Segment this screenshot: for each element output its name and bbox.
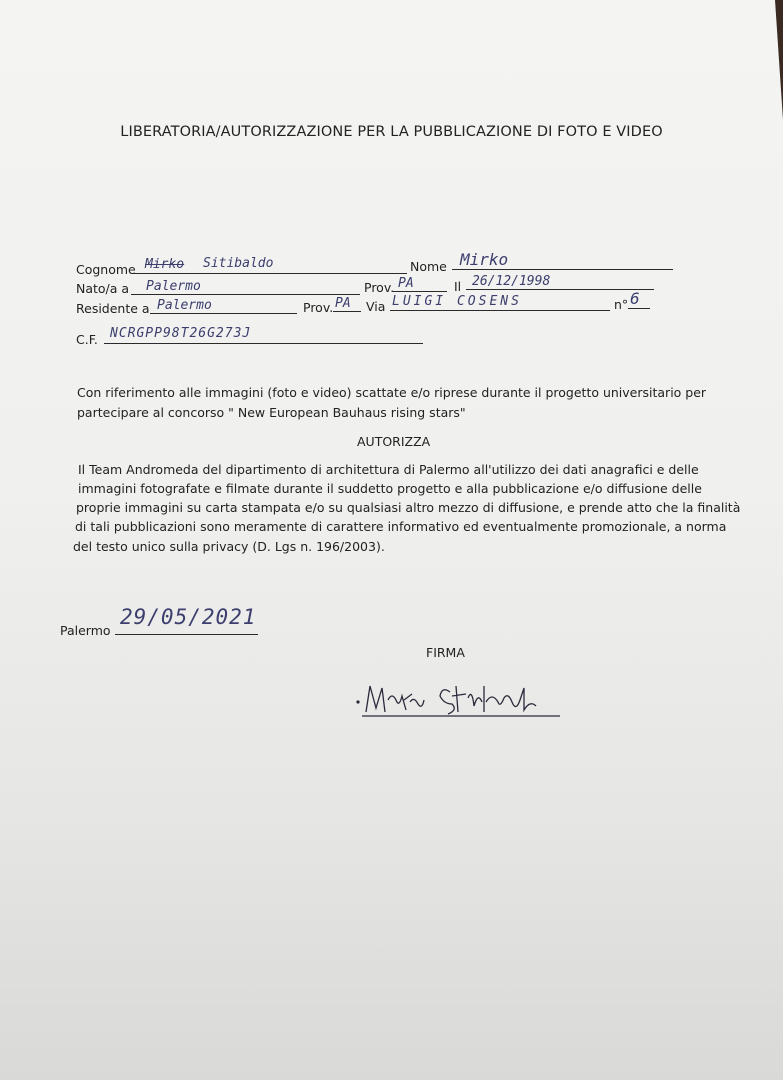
numero-value: 6	[630, 289, 640, 308]
body-line-4: di tali pubblicazioni sono meramente di carattere informativo ed eventualmente promozionale, a norma	[75, 519, 727, 534]
body-line-3: proprie immagini su carta stampata e/o su qualsiasi altro mezzo di diffusione, e prende atto che la finalità	[76, 500, 741, 515]
cf-line	[104, 343, 423, 344]
prov-nascita-label: Prov.	[364, 280, 395, 295]
nato-line	[131, 294, 360, 295]
cf-label: C.F.	[76, 332, 98, 347]
data-nascita-value: 26/12/1998	[472, 274, 551, 289]
prov-residenza-value: PA	[335, 296, 351, 311]
cognome-struck-value: Mirko	[145, 257, 185, 272]
body-line-5: del testo unico sulla privacy (D. Lgs n. 196/2003).	[73, 539, 385, 554]
firma-label: FIRMA	[426, 645, 465, 660]
residente-line	[150, 313, 297, 314]
prov-residenza-label: Prov.	[303, 300, 334, 315]
via-line	[390, 310, 610, 311]
handwritten-signature	[352, 678, 567, 728]
residente-value: Palermo	[157, 298, 212, 313]
via-label: Via	[366, 299, 386, 314]
document-title: LIBERATORIA/AUTORIZZAZIONE PER LA PUBBLICAZIONE DI FOTO E VIDEO	[120, 124, 663, 140]
nome-line	[452, 269, 673, 270]
date-line	[115, 634, 258, 635]
numero-line	[628, 308, 650, 309]
table-background-corner	[775, 0, 783, 120]
nato-value: Palermo	[146, 279, 201, 294]
nato-label: Nato/a a	[76, 281, 130, 296]
prov-nascita-value: PA	[398, 276, 414, 291]
place-label: Palermo	[60, 623, 111, 638]
body-line-1: Il Team Andromeda del dipartimento di architettura di Palermo all'utilizzo dei dati anagrafici e delle	[78, 462, 699, 477]
prov-nascita-line	[393, 291, 447, 292]
data-nascita-line	[466, 289, 654, 290]
cf-value: NCRGPP98T26G273J	[110, 326, 252, 341]
body-line-2: immagini fotografate e filmate durante il suddetto progetto e alla pubblicazione e/o diffusione delle	[78, 481, 702, 496]
il-label: Il	[454, 279, 462, 294]
autorizza-heading: AUTORIZZA	[357, 434, 431, 449]
intro-line-2: partecipare al concorso " New European Bauhaus rising stars"	[77, 405, 466, 420]
nome-value: Mirko	[460, 250, 509, 269]
numero-label: n°	[614, 297, 629, 312]
cognome-line	[133, 273, 407, 274]
via-value: LUIGI COSENS	[392, 294, 522, 309]
cognome-value: Sitibaldo	[203, 256, 274, 271]
residente-label: Residente a	[76, 301, 150, 316]
prov-residenza-line	[333, 311, 361, 312]
intro-line-1: Con riferimento alle immagini (foto e video) scattate e/o riprese durante il progetto universitario per	[77, 385, 707, 400]
cognome-label: Cognome	[76, 262, 136, 277]
date-value: 29/05/2021	[120, 605, 257, 629]
nome-label: Nome	[410, 259, 447, 274]
